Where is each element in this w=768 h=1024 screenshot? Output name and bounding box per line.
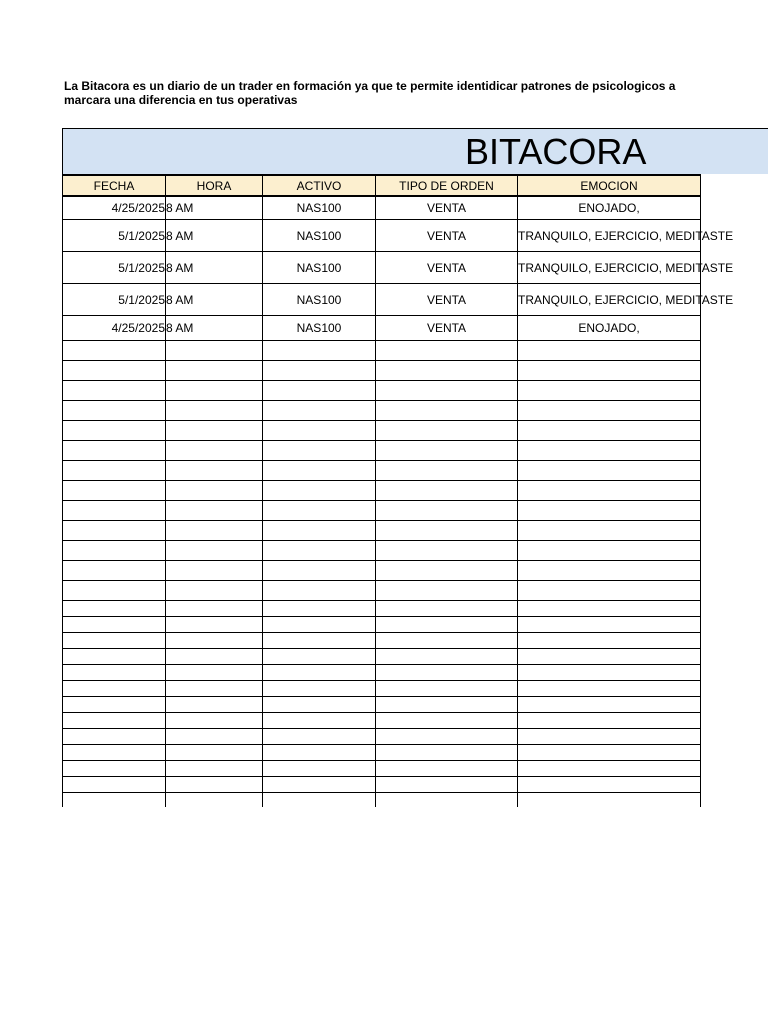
empty-cell[interactable]	[263, 381, 376, 401]
empty-cell[interactable]	[63, 761, 166, 777]
empty-cell[interactable]	[518, 541, 701, 561]
empty-cell[interactable]	[376, 617, 518, 633]
empty-row	[63, 501, 701, 521]
cell-emocion[interactable]: TRANQUILO, EJERCICIO, MEDITASTE	[518, 284, 701, 316]
empty-cell[interactable]	[63, 561, 166, 581]
empty-cell[interactable]	[376, 381, 518, 401]
empty-cell[interactable]	[376, 441, 518, 461]
empty-cell[interactable]	[166, 361, 263, 381]
empty-cell[interactable]	[518, 633, 701, 649]
empty-cell[interactable]	[166, 633, 263, 649]
empty-cell[interactable]	[166, 601, 263, 617]
empty-cell[interactable]	[63, 461, 166, 481]
empty-cell[interactable]	[376, 681, 518, 697]
empty-cell[interactable]	[63, 617, 166, 633]
empty-cell[interactable]	[63, 697, 166, 713]
header-hora[interactable]: HORA	[166, 175, 263, 196]
empty-cell[interactable]	[63, 541, 166, 561]
empty-row	[63, 601, 701, 617]
cell-tipo-de-orden[interactable]: VENTA	[376, 252, 518, 284]
empty-cell[interactable]	[63, 713, 166, 729]
empty-cell[interactable]	[166, 761, 263, 777]
empty-row	[63, 481, 701, 501]
empty-row	[63, 521, 701, 541]
cell-tipo-de-orden[interactable]: VENTA	[376, 220, 518, 252]
intro-line-2: marcara una diferencia en tus operativas	[64, 93, 298, 107]
empty-cell[interactable]	[518, 401, 701, 421]
empty-cell[interactable]	[166, 793, 263, 808]
empty-cell[interactable]	[166, 461, 263, 481]
cell-hora[interactable]: 8 AM	[166, 252, 263, 284]
empty-cell[interactable]	[263, 601, 376, 617]
empty-cell[interactable]	[63, 601, 166, 617]
empty-cell[interactable]	[166, 649, 263, 665]
empty-cell[interactable]	[518, 649, 701, 665]
empty-cell[interactable]	[263, 521, 376, 541]
empty-cell[interactable]	[166, 421, 263, 441]
empty-cell[interactable]	[63, 633, 166, 649]
cell-activo[interactable]: NAS100	[263, 252, 376, 284]
empty-cell[interactable]	[63, 501, 166, 521]
empty-cell[interactable]	[376, 697, 518, 713]
empty-row	[63, 681, 701, 697]
empty-cell[interactable]	[63, 665, 166, 681]
empty-cell[interactable]	[166, 617, 263, 633]
empty-cell[interactable]	[166, 665, 263, 681]
empty-cell[interactable]	[263, 501, 376, 521]
empty-cell[interactable]	[63, 381, 166, 401]
empty-cell[interactable]	[376, 745, 518, 761]
table-row	[63, 284, 701, 316]
empty-cell[interactable]	[263, 421, 376, 441]
empty-row	[63, 361, 701, 381]
empty-cell[interactable]	[518, 745, 701, 761]
empty-cell[interactable]	[63, 401, 166, 421]
empty-cell[interactable]	[263, 401, 376, 421]
cell-activo[interactable]: NAS100	[263, 220, 376, 252]
empty-cell[interactable]	[518, 561, 701, 581]
empty-cell[interactable]	[376, 501, 518, 521]
empty-row	[63, 649, 701, 665]
empty-row	[63, 633, 701, 649]
empty-row	[63, 617, 701, 633]
empty-cell[interactable]	[376, 341, 518, 361]
cell-hora[interactable]: 8 AM	[166, 220, 263, 252]
empty-cell[interactable]	[518, 361, 701, 381]
bitacora-table	[62, 174, 734, 807]
empty-cell[interactable]	[263, 461, 376, 481]
empty-cell[interactable]	[166, 521, 263, 541]
table-body	[63, 196, 734, 807]
cell-emocion[interactable]: TRANQUILO, EJERCICIO, MEDITASTE	[518, 220, 701, 252]
empty-cell[interactable]	[63, 481, 166, 501]
empty-cell[interactable]	[518, 697, 701, 713]
cell-hora[interactable]: 8 AM	[166, 284, 263, 316]
empty-cell[interactable]	[263, 541, 376, 561]
empty-cell[interactable]	[518, 793, 701, 808]
intro-text	[64, 79, 700, 107]
cell-hora[interactable]: 8 AM	[166, 196, 263, 220]
table-row	[63, 196, 701, 220]
empty-cell[interactable]	[376, 713, 518, 729]
empty-row	[63, 541, 701, 561]
empty-cell[interactable]	[263, 633, 376, 649]
empty-cell[interactable]	[376, 541, 518, 561]
empty-cell[interactable]	[376, 421, 518, 441]
cell-tipo-de-orden[interactable]: VENTA	[376, 316, 518, 341]
empty-cell[interactable]	[166, 481, 263, 501]
cell-fecha[interactable]: 5/1/2025	[63, 284, 166, 316]
empty-row	[63, 745, 701, 761]
empty-cell[interactable]	[263, 793, 376, 808]
empty-cell[interactable]	[263, 341, 376, 361]
empty-cell[interactable]	[63, 341, 166, 361]
cell-activo[interactable]: NAS100	[263, 196, 376, 220]
empty-cell[interactable]	[263, 761, 376, 777]
empty-cell[interactable]	[263, 729, 376, 745]
empty-row	[63, 793, 701, 808]
empty-cell[interactable]	[376, 729, 518, 745]
empty-cell[interactable]	[166, 501, 263, 521]
empty-cell[interactable]	[166, 729, 263, 745]
cell-tipo-de-orden[interactable]: VENTA	[376, 196, 518, 220]
empty-row	[63, 729, 701, 745]
empty-cell[interactable]	[263, 745, 376, 761]
empty-cell[interactable]	[376, 761, 518, 777]
empty-row	[63, 713, 701, 729]
empty-cell[interactable]	[376, 793, 518, 808]
cell-fecha[interactable]: 5/1/2025	[63, 220, 166, 252]
empty-cell[interactable]	[518, 381, 701, 401]
empty-cell[interactable]	[63, 793, 166, 808]
empty-cell[interactable]	[166, 381, 263, 401]
empty-cell[interactable]	[166, 441, 263, 461]
empty-cell[interactable]	[518, 441, 701, 461]
empty-cell[interactable]	[263, 617, 376, 633]
empty-row	[63, 761, 701, 777]
empty-cell[interactable]	[263, 581, 376, 601]
intro-line-1: La Bitacora es un diario de un trader en formación ya que te permite identidicar patrones de psicologicos a	[64, 79, 676, 93]
empty-row	[63, 421, 701, 441]
empty-cell[interactable]	[63, 649, 166, 665]
empty-cell[interactable]	[166, 713, 263, 729]
cell-emocion[interactable]: TRANQUILO, EJERCICIO, MEDITASTE	[518, 252, 701, 284]
empty-cell[interactable]	[263, 649, 376, 665]
empty-cell[interactable]	[166, 401, 263, 421]
empty-cell[interactable]	[63, 421, 166, 441]
header-fecha[interactable]: FECHA	[63, 175, 166, 196]
empty-cell[interactable]	[166, 341, 263, 361]
empty-cell[interactable]	[518, 341, 701, 361]
empty-cell[interactable]	[376, 649, 518, 665]
empty-cell[interactable]	[376, 401, 518, 421]
empty-cell[interactable]	[63, 777, 166, 793]
empty-cell[interactable]	[263, 361, 376, 381]
empty-row	[63, 381, 701, 401]
banner-title: BITACORA	[465, 131, 647, 172]
empty-cell[interactable]	[376, 601, 518, 617]
header-tipo-de-orden[interactable]: TIPO DE ORDEN	[376, 175, 518, 196]
empty-cell[interactable]	[263, 777, 376, 793]
empty-cell[interactable]	[166, 561, 263, 581]
empty-row	[63, 697, 701, 713]
empty-cell[interactable]	[263, 441, 376, 461]
header-activo[interactable]: ACTIVO	[263, 175, 376, 196]
empty-cell[interactable]	[376, 581, 518, 601]
empty-cell[interactable]	[518, 521, 701, 541]
table-row	[63, 220, 701, 252]
empty-cell[interactable]	[518, 665, 701, 681]
empty-cell[interactable]	[376, 665, 518, 681]
empty-cell[interactable]	[376, 481, 518, 501]
empty-cell[interactable]	[518, 461, 701, 481]
empty-cell[interactable]	[518, 581, 701, 601]
empty-cell[interactable]	[263, 681, 376, 697]
empty-cell[interactable]	[518, 713, 701, 729]
table-row	[63, 316, 701, 341]
empty-row	[63, 441, 701, 461]
empty-cell[interactable]	[518, 777, 701, 793]
empty-cell[interactable]	[166, 681, 263, 697]
empty-cell[interactable]	[376, 777, 518, 793]
cell-tipo-de-orden[interactable]: VENTA	[376, 284, 518, 316]
cell-hora[interactable]: 8 AM	[166, 316, 263, 341]
cell-emocion[interactable]: ENOJADO,	[518, 316, 701, 341]
cell-activo[interactable]: NAS100	[263, 284, 376, 316]
empty-cell[interactable]	[263, 481, 376, 501]
empty-cell[interactable]	[518, 761, 701, 777]
empty-cell[interactable]	[376, 633, 518, 649]
empty-cell[interactable]	[518, 601, 701, 617]
empty-cell[interactable]	[63, 681, 166, 697]
empty-cell[interactable]	[63, 521, 166, 541]
empty-cell[interactable]	[518, 681, 701, 697]
header-row	[63, 175, 701, 196]
empty-row	[63, 561, 701, 581]
cell-fecha[interactable]: 4/25/2025	[63, 316, 166, 341]
empty-cell[interactable]	[263, 561, 376, 581]
empty-row	[63, 401, 701, 421]
empty-cell[interactable]	[166, 777, 263, 793]
bitacora-banner	[62, 128, 768, 174]
table-row	[63, 252, 701, 284]
empty-cell[interactable]	[518, 501, 701, 521]
empty-row	[63, 777, 701, 793]
empty-cell[interactable]	[263, 697, 376, 713]
cell-fecha[interactable]: 4/25/2025	[63, 196, 166, 220]
empty-cell[interactable]	[166, 697, 263, 713]
empty-row	[63, 341, 701, 361]
empty-cell[interactable]	[376, 361, 518, 381]
cell-fecha[interactable]: 5/1/2025	[63, 252, 166, 284]
empty-cell[interactable]	[376, 561, 518, 581]
empty-cell[interactable]	[376, 461, 518, 481]
empty-cell[interactable]	[518, 421, 701, 441]
cell-activo[interactable]: NAS100	[263, 316, 376, 341]
empty-cell[interactable]	[63, 729, 166, 745]
empty-cell[interactable]	[518, 617, 701, 633]
empty-cell[interactable]	[63, 441, 166, 461]
header-emocion[interactable]: EMOCION	[518, 175, 701, 196]
empty-cell[interactable]	[166, 541, 263, 561]
cell-emocion[interactable]: ENOJADO,	[518, 196, 701, 220]
empty-cell[interactable]	[63, 361, 166, 381]
empty-row	[63, 461, 701, 481]
empty-cell[interactable]	[263, 665, 376, 681]
empty-cell[interactable]	[518, 729, 701, 745]
empty-cell[interactable]	[263, 713, 376, 729]
empty-row	[63, 581, 701, 601]
empty-cell[interactable]	[376, 521, 518, 541]
empty-cell[interactable]	[166, 581, 263, 601]
empty-cell[interactable]	[166, 745, 263, 761]
empty-cell[interactable]	[63, 581, 166, 601]
empty-cell[interactable]	[518, 481, 701, 501]
empty-cell[interactable]	[63, 745, 166, 761]
empty-row	[63, 665, 701, 681]
